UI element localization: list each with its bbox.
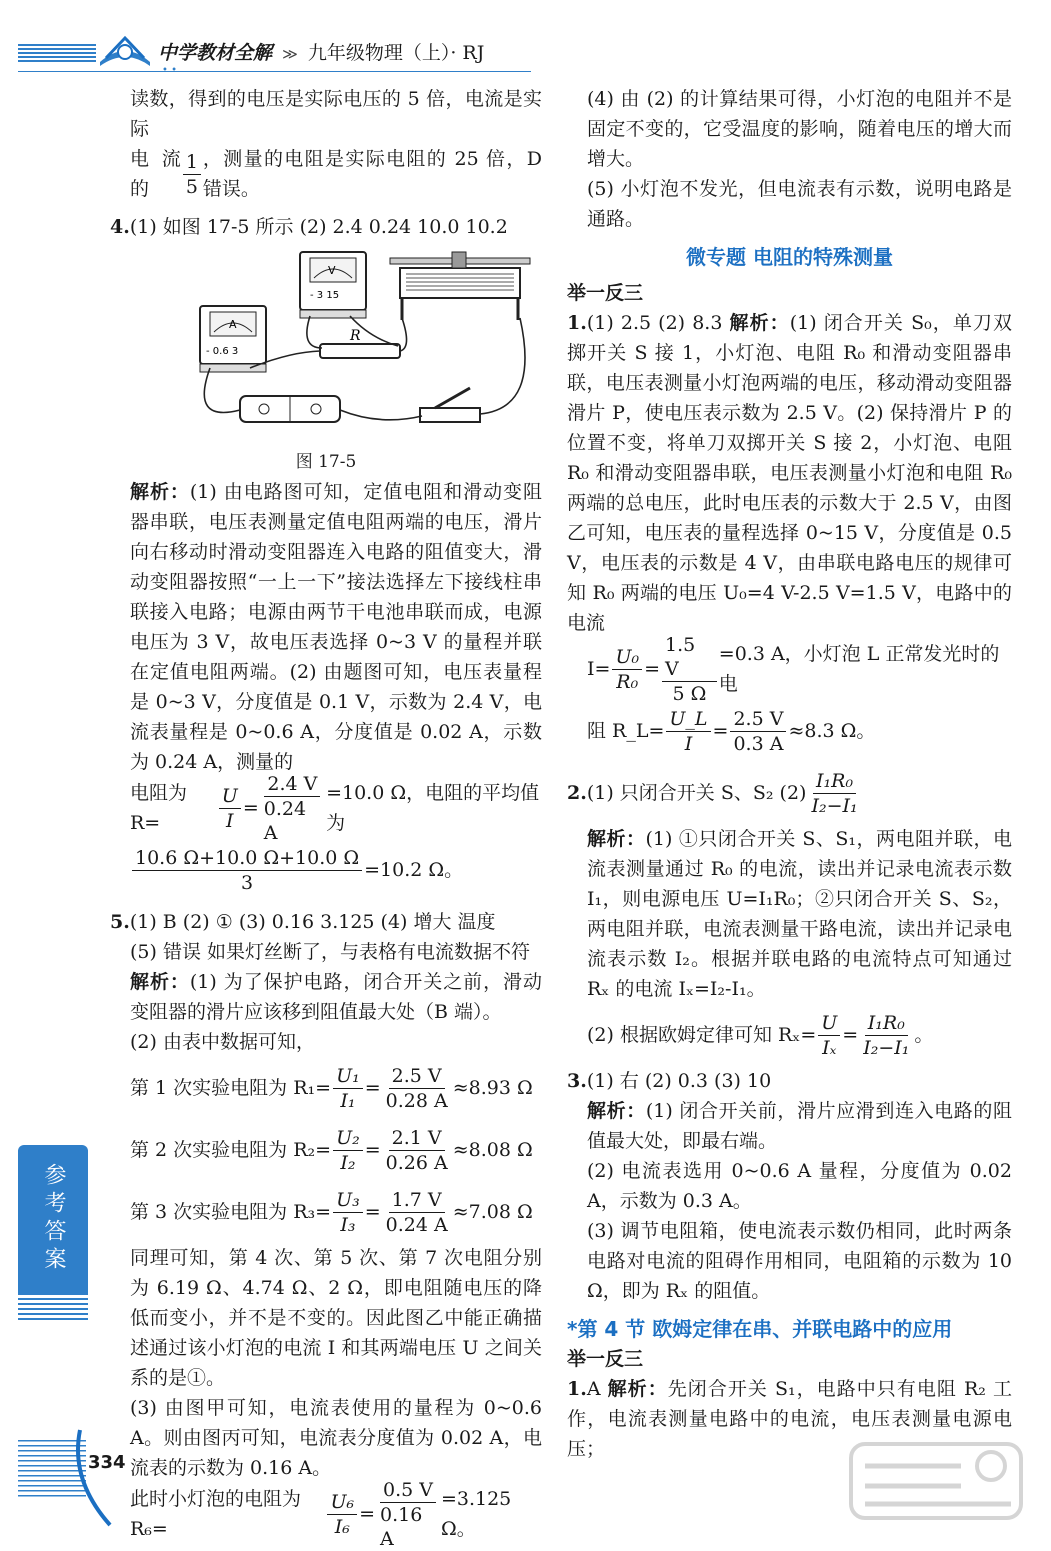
analysis-text: (1) 为了保护电路，闭合开关之前，滑动变阻器的滑片应该移到阻值最大处（B 端）。 [130,971,542,1023]
numerator: 1.5 V [662,633,717,682]
side-tab-stripes [18,1293,88,1323]
text-span: 电流的 [130,148,181,200]
analysis-label: 解析： [607,1378,668,1400]
header-rule [18,71,531,72]
numerator: 2.5 V [389,1064,445,1089]
question-2 [567,762,1012,824]
text-span: ，测量的电阻是实际电阻的 25 倍，D 错误。 [202,148,542,200]
answer-text: (1) 如图 17-5 所示 (2) 2.4 0.24 10.0 10.2 [129,216,508,238]
denominator: I₂ [340,1151,356,1174]
analysis-text: (1) 闭合开关前，滑片应滑到连入电路的阻值最大处，即最右端。 [587,1100,1012,1152]
denominator: Iₓ [822,1036,837,1059]
equation-line: 第 1 次实验电阻为 R₁= $\frac{\text{U₁}}{\text{I₁}}$ = $\frac{2.5 V}{0.28 A}$ ≈8.93 Ω [130,1064,533,1112]
question-number: 4. [110,216,130,238]
header-stripes [18,44,96,64]
answer-text: (1) 2.5 (2) 8.3 [586,312,730,334]
fraction [333,1126,363,1175]
analysis-text: (2) 由表中数据可知， [130,1031,315,1053]
subject-label: 九年级物理（上）· RJ [307,42,485,64]
denominator: 0.24 A [385,1213,448,1236]
numerator: U₃ [333,1188,363,1213]
text-span: 第 2 次实验电阻为 R₂= [130,1139,332,1161]
text-line: 读数，得到的电压是实际电压的 5 倍，电流是实际 [130,88,542,140]
analysis-text: (1) ①只闭合开关 S、S₁，两电阻并联，电流表测量通过 R₀ 的电流，读出并记录电流表示数 I₁，则电源电压 U=I₁R₀；②只闭合开关 S、S₂，两电阻并联，电流表测量干路电流，读出并记录电流表示数 I₂。根据并联电路的电流特点可知通过 Rₓ 的电流 Iₓ=I₂-I₁。 [587,828,1012,1000]
fraction [333,1188,363,1237]
equation-line: 第 2 次实验电阻为 R₂= $\frac{\text{U₂}}{\text{I₂}}$ = $\frac{2.1 V}{0.26 A}$ ≈8.08 Ω [130,1126,533,1174]
denominator: I₂−I₁ [863,1036,910,1059]
question-number: 5. [110,911,130,933]
equation-line [110,839,542,901]
question-4 [110,212,542,242]
ammeter-symbol: A [229,318,237,331]
voltmeter-scale: - 3 15 [310,290,340,301]
text-line [110,144,542,204]
fraction [132,846,362,895]
analysis-text: (1) 闭合开关 S₀，单刀双掷开关 S 接 1，小灯泡、电阻 R₀ 和滑动变阻器串联，电压表测量小灯泡两端的电压，移动滑动变阻器滑片 P，使电压表示数为 2.5 V。(2) 保持滑片 P 的位置不变，将单刀双掷开关 S 接 2，小灯泡、电阻 R₀ 和滑动变阻器串联，电压表测量小灯泡和电阻 R₀ 两端的总电压，此时电压表的示数大于 2.5 V，由图乙可知，电压表的量程选择 0~15 V，分度值是 0.5 V，电压表的示数是 4 V，由串联电路电压的规律可知 R₀ 两端的电压 U₀=4 V-2.5 V=1.5 V，电路中的电流 [567,312,1012,634]
analysis-text: (2) 电流表选用 0~0.6 A 量程，分度值为 0.02 A，示数为 0.3 A。 [587,1160,1012,1212]
fraction [219,784,241,833]
denominator: I [226,809,234,832]
fraction [666,707,710,756]
question-5 [110,907,542,937]
numerator: U_L [666,707,710,732]
denominator: 5 Ω [672,682,707,705]
text-span: ≈8.3 Ω。 [788,720,876,742]
numerator: U₆ [327,1490,357,1515]
voltmeter-symbol: V [328,264,336,277]
numerator: U₁ [333,1064,363,1089]
denominator: I₃ [340,1213,356,1236]
left-column [110,84,542,1550]
topic-title: 微专题 电阻的特殊测量 [686,245,893,269]
analysis-label: 解析： [587,828,646,850]
text-span: =3.125 Ω。 [440,1488,512,1540]
denominator: 0.16 A [380,1503,423,1550]
denominator: 0.3 A [733,732,784,755]
denominator: I₆ [334,1515,350,1538]
analysis-label: 解析： [130,971,190,993]
equation-line: 第 3 次实验电阻为 R₃= $\frac{\text{U₃}}{\text{I₃}}$ = $\frac{1.7 V}{0.24 A}$ ≈7.08 Ω [130,1188,533,1236]
header-separator: ≫ [282,45,298,63]
fraction [383,1188,451,1237]
side-tab: 参考答案 [18,1145,88,1293]
fraction [383,1064,451,1113]
answer-text: (1) B (2) ① (3) 0.16 3.125 (4) 增大 温度 [129,911,496,933]
fraction [730,707,786,756]
book-title: 中学教材全解 [158,42,273,64]
fraction [327,1490,357,1539]
numerator: U₀ [612,645,642,670]
text-span: 阻 R_L= [587,720,665,742]
numerator: U [219,784,241,809]
text-span: I= [587,658,611,680]
text-span: =10.0 Ω，电阻的平均值为 [326,782,540,834]
question-number: 3. [567,1070,587,1092]
analysis-text: 同理可知，第 4 次、第 5 次、第 7 次电阻分别为 6.19 Ω、4.74 Ω、2 Ω，即电阻随电压的降低而变小，并不是不变的。因此图乙中能正确描述通过该小灯泡的电流 I 和其两端电压 U 之间关系的是①。 [130,1247,542,1389]
denominator: 0.26 A [385,1151,448,1174]
sub-heading: 举一反三 [567,1348,644,1370]
text-span: 第 3 次实验电阻为 R₃= [130,1201,332,1223]
right-column [567,84,1012,1464]
question-number: 1. [567,312,587,334]
numerator: U₂ [333,1126,363,1151]
denominator: 0.24 A [263,797,307,844]
analysis-label: 解析： [587,1100,646,1122]
analysis-paragraph [567,1096,1012,1156]
denominator: R₀ [616,670,639,693]
fraction [662,633,717,706]
answer-text: (5) 错误 如果灯丝断了，与表格有电流数据不符 [130,941,530,963]
denominator: I₂−I₁ [811,794,858,817]
analysis-label: 解析： [729,312,790,334]
numerator: 0.5 V [380,1478,436,1503]
question-number: 1. [567,1378,587,1400]
denominator: 0.28 A [385,1089,448,1112]
equation-line: 此时小灯泡的电阻为 R₆= $\frac{\text{U₆}}{\text{I₆}}$ = $\frac{0.5 V}{0.16 A}$ =3.125 Ω。 [110,1483,542,1545]
denominator: 3 [241,871,254,894]
ammeter-scale: - 0.6 3 [206,346,239,357]
text-span: ≈8.08 Ω [452,1139,533,1161]
numerator: I₁R₀ [813,769,856,794]
analysis-paragraph [567,824,1012,1004]
analysis-label: 解析： [130,481,190,503]
analysis-text: (3) 由图甲可知，电流表使用的量程为 0~0.6 A。则由图丙可知，电流表分度值为 0.02 A，电流表的示数为 0.16 A。 [130,1397,542,1479]
numerator: 2.1 V [389,1126,445,1151]
analysis-text: (1) 由电路图可知，定值电阻和滑动变阻器串联，电压表测量定值电阻两端的电压，滑片向右移动时滑动变阻器连入电路的阻值变大，滑动变阻器按照“一上一下”接法选择左下接线柱串联接入电路；电源由两节干电池串联而成，电源电压为 3 V，故电压表选择 0~3 V 的量程并联在定值电阻两端。(2) 由题图可知，电压表量程是 0~3 V，分度值是 0.1 V，示数为 2.4 V，电流表量程是 0~0.6 A，分度值是 0.02 A，示数为 0.24 A，测量的 [130,481,542,773]
answer-text: A [586,1378,608,1400]
equation-line: (2) 根据欧姆定律可知 Rₓ= $\frac{U}{\text{Iₓ}}$ = $\frac{\text{I₁R₀}}{\text{I₂−I₁}}$ 。 [587,1011,934,1059]
numerator: I₁R₀ [865,1011,908,1036]
text-span: (2) 根据欧姆定律可知 Rₓ= [587,1024,817,1046]
question-number: 2. [567,782,587,804]
numerator: 2.5 V [730,707,786,732]
numerator: 1.7 V [389,1188,445,1213]
fraction [183,150,201,199]
denominator: I₁ [340,1089,356,1112]
text-span: 此时小灯泡的电阻为 R₆= [130,1488,302,1540]
equation-line: 阻 R_L= $\frac{U\_L}{I}$ = $\frac{2.5 V}{0.3 A}$ ≈8.3 Ω。 [587,707,876,755]
answer-text: (1) 只闭合开关 S、S₂ (2) [586,782,807,804]
denominator: I [684,732,693,755]
resistor-label: R [350,328,361,344]
fraction [377,1478,439,1551]
analysis-text: (4) 由 (2) 的计算结果可得，小灯泡的电阻并不是固定不变的，它受温度的影响，随着电压的增大而增大。 [587,88,1012,170]
numerator: 2.4 V [264,772,320,797]
sub-heading: 举一反三 [567,282,644,304]
numerator: 1 [183,150,201,175]
analysis-text: 先闭合开关 S₁，电路中只有电阻 R₂ 工作，电流表测量电路中的电流，电压表测量电源电压； [567,1378,1012,1460]
fraction [860,1011,912,1060]
fraction [333,1064,363,1113]
numerator: 10.6 Ω+10.0 Ω+10.0 Ω [132,846,362,871]
text-span: 。 [914,1024,934,1046]
question-1 [567,308,1012,638]
equation-line: I= $\frac{\text{U₀}}{\text{R₀}}$ = $\frac{1.5 V}{5 \Omega}$ =0.3 A，小灯泡 L 正常发光时的电 [567,638,1012,700]
equation-line: 电阻为 R= $\frac{U}{I}$ = $\frac{2.4 V}{0.24 A}$ =10.0 Ω，电阻的平均值为 [110,777,542,839]
text-span: =0.3 A，小灯泡 L 正常发光时的电 [718,643,1000,695]
fraction [818,1011,840,1060]
analysis-paragraph [110,967,542,1027]
fraction [261,772,324,845]
fraction [612,645,642,694]
numerator: U [818,1011,840,1036]
fraction [808,769,860,818]
text-span: ≈8.93 Ω [452,1077,533,1099]
circuit-figure [150,248,550,438]
header-title [158,40,484,67]
text-span: =10.2 Ω。 [364,859,464,881]
section-title: *第 4 节 欧姆定律在串、并联电路中的应用 [567,1317,953,1341]
book-logo-icon [96,32,154,72]
fraction [383,1126,451,1175]
denominator: 5 [185,175,198,198]
answer-text: (1) 右 (2) 0.3 (3) 10 [586,1070,772,1092]
watermark-logo-icon [841,1436,1031,1526]
analysis-text: (5) 小灯泡不发光，但电流表有示数，说明电路是通路。 [587,178,1012,230]
analysis-text: (3) 调节电阻箱，使电流表示数仍相同，此时两条电路对电流的阻碍作用相同，电阻箱的示数为 10 Ω，即为 Rₓ 的阻值。 [587,1220,1012,1302]
text-span: ≈7.08 Ω [452,1201,533,1223]
text-span: 电阻为 R= [130,782,188,834]
question-3 [567,1066,1012,1096]
text-span: 第 1 次实验电阻为 R₁= [130,1077,332,1099]
page-number: 334 [88,1452,126,1473]
figure-caption: 图 17-5 [295,452,357,472]
analysis-paragraph [110,477,542,777]
